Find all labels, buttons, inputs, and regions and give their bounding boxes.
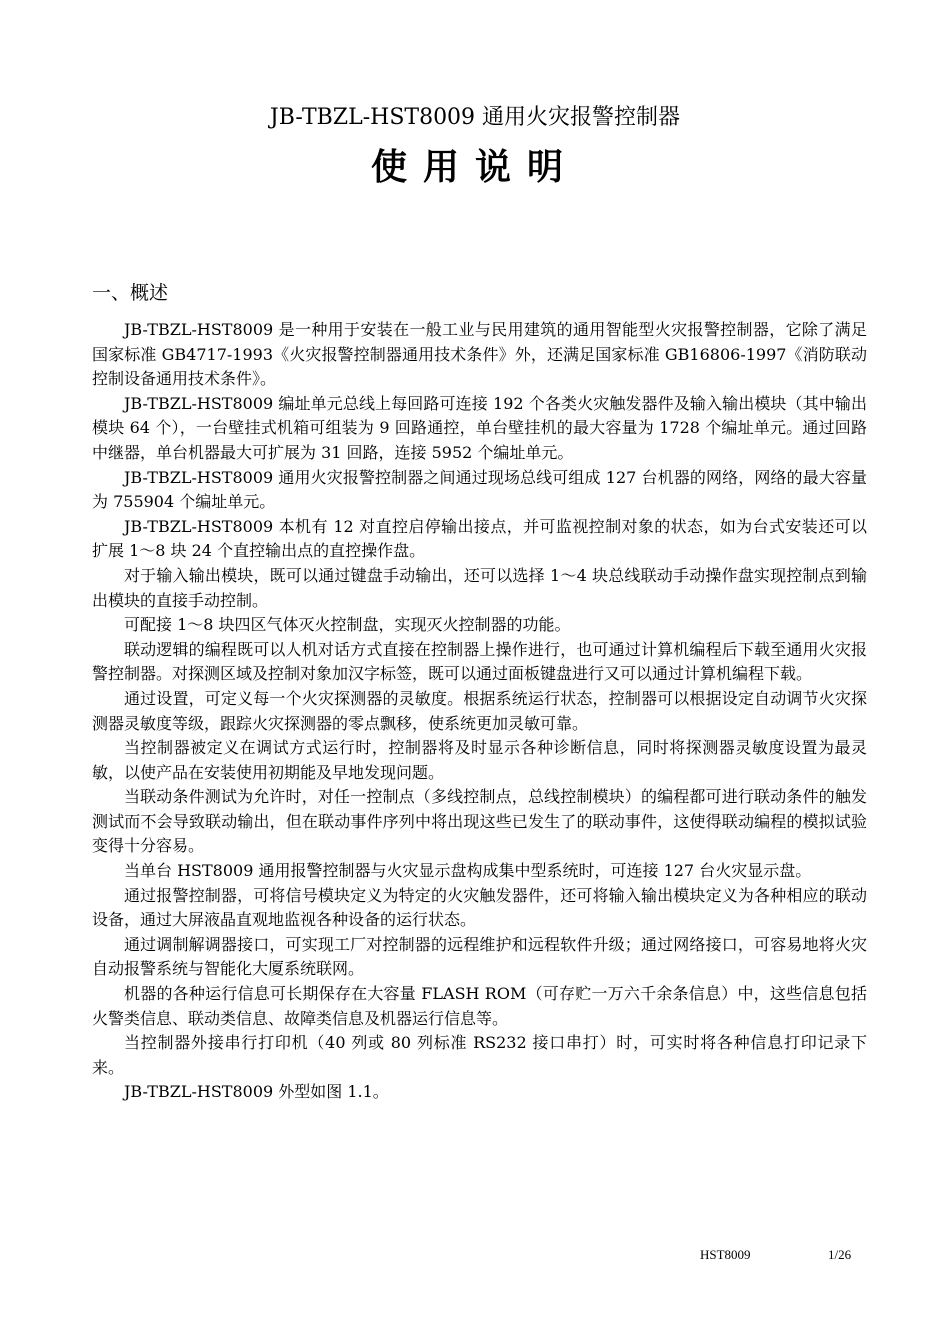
footer-doc-code: HST8009	[700, 1247, 751, 1262]
paragraph: 当单台 HST8009 通用报警控制器与火灾显示盘构成集中型系统时，可连接 127 台火灾显示盘。	[124, 861, 812, 881]
paragraph: JB-TBZL-HST8009 编址单元总线上每回路可连接 192 个各类火灾触发器件及输入输出模块（其中输出模块 64 个），一台壁挂式机箱可组装为 9 回路通控，单台壁挂机的最大容量为 1728 个编址单元。通过回路中继器，单台机器最大可扩展为 31 回路，连接 5952 个编址单元。	[92, 393, 867, 462]
section-heading: 一、概述	[92, 282, 169, 304]
paragraph: 通过设置，可定义每一个火灾探测器的灵敏度。根据系统运行状态，控制器可以根据设定自动调节火灾探测器灵敏度等级，跟踪火灾探测器的零点飘移，使系统更加灵敏可靠。	[92, 688, 867, 733]
paragraph: 通过调制解调器接口，可实现工厂对控制器的远程维护和远程软件升级；通过网络接口，可容易地将火灾自动报警系统与智能化大厦系统联网。	[92, 934, 867, 979]
paragraph: 可配接 1～8 块四区气体灭火控制盘，实现灭火控制器的功能。	[124, 615, 571, 635]
paragraph: 机器的各种运行信息可长期保存在大容量 FLASH ROM（可存贮一万六千余条信息）中，这些信息包括火警类信息、联动类信息、故障类信息及机器运行信息等。	[92, 984, 867, 1028]
document-title: 使用说明	[370, 147, 579, 188]
paragraph: JB-TBZL-HST8009 本机有 12 对直控启停输出接点，并可监视控制对象的状态，如为台式安装还可以扩展 1～8 块 24 个直控输出点的直控操作盘。	[92, 516, 867, 561]
section-body	[92, 318, 867, 1105]
paragraph: 联动逻辑的编程既可以人机对话方式直接在控制器上操作进行，也可通过计算机编程后下载至通用火灾报警控制器。对探测区域及控制对象加汉字标签，既可以通过面板键盘进行又可以通过计算机编程下载。	[92, 639, 867, 684]
paragraph: 当联动条件测试为允许时，对任一控制点（多线控制点，总线控制模块）的编程都可进行联动条件的触发测试而不会导致联动输出，但在联动事件序列中将出现这些已发生了的联动事件，这使得联动编程的模拟试验变得十分容易。	[92, 787, 867, 856]
paragraph: 当控制器被定义在调试方式运行时，控制器将及时显示各种诊断信息，同时将探测器灵敏度设置为最灵敏，以使产品在安装使用初期能及早地发现问题。	[92, 738, 867, 782]
paragraph: JB-TBZL-HST8009 外型如图 1.1。	[124, 1082, 389, 1102]
document-subtitle: JB-TBZL-HST8009 通用火灾报警控制器	[269, 105, 681, 130]
paragraph: 对于输入输出模块，既可以通过键盘手动输出，还可以选择 1～4 块总线联动手动操作盘实现控制点到输出模块的直接手动控制。	[92, 565, 867, 610]
paragraph: JB-TBZL-HST8009 通用火灾报警控制器之间通过现场总线可组成 127 台机器的网络，网络的最大容量为 755904 个编址单元。	[92, 467, 867, 512]
paragraph: 通过报警控制器，可将信号模块定义为特定的火灾触发器件，还可将输入输出模块定义为各种相应的联动设备，通过大屏液晶直观地监视各种设备的运行状态。	[92, 885, 867, 930]
footer-page-number: 1/26	[828, 1247, 852, 1262]
paragraph: JB-TBZL-HST8009 是一种用于安装在一般工业与民用建筑的通用智能型火灾报警控制器，它除了满足国家标准 GB4717-1993《火灾报警控制器通用技术条件》外，还满足国家标准 GB16806-1997《消防联动控制设备通用技术条件》。	[92, 320, 867, 389]
paragraph: 当控制器外接串行打印机（40 列或 80 列标准 RS232 接口串打）时，可实时将各种信息打印记录下来。	[92, 1033, 867, 1077]
